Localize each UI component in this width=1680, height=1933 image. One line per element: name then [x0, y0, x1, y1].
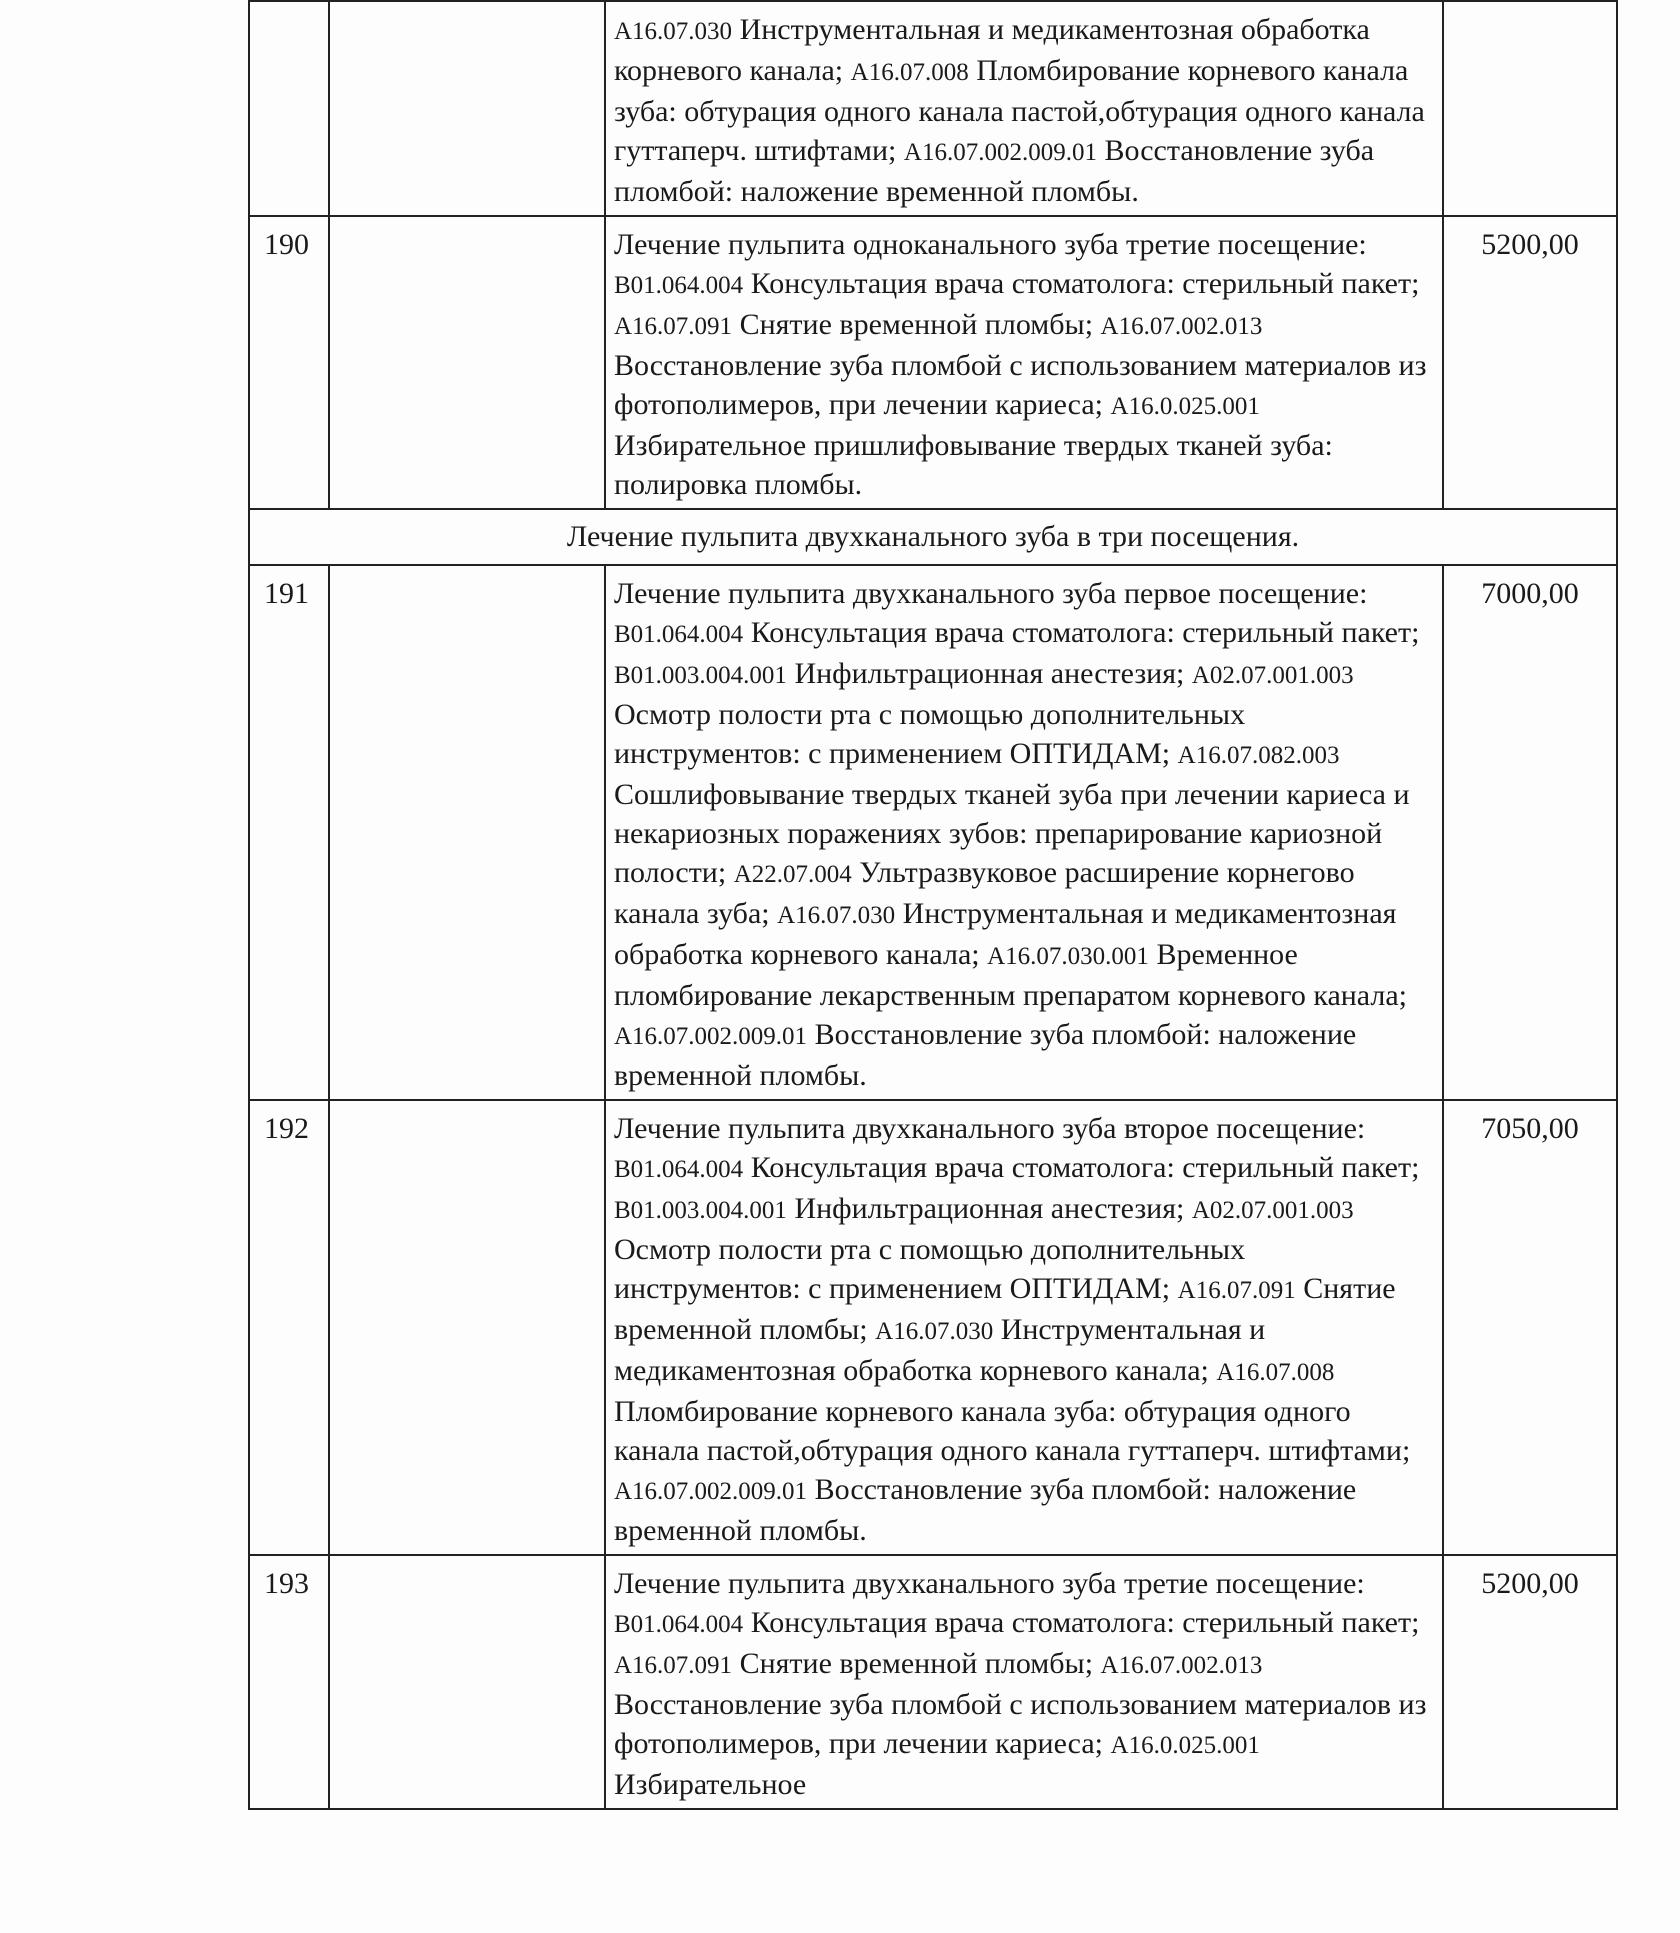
description-text: Снятие временной пломбы; [732, 308, 1101, 341]
description-text: Пломбирование корневого канала зуба: обтурация одного канала пастой,обтурация одного канала гуттаперч. штифтами; [614, 1395, 1411, 1467]
procedure-code: A16.07.091 [614, 313, 733, 340]
procedure-code: A16.0.025.001 [1110, 393, 1260, 420]
description-text: Консультация врача стоматолога: стерильный пакет; [743, 616, 1420, 649]
description-text: Восстановление зуба пломбой с использованием материалов из фотополимеров, при лечении кариеса; [614, 349, 1427, 421]
service-description [605, 1555, 1443, 1809]
description-text: Восстановление зуба пломбой с использованием материалов из фотополимеров, при лечении кариеса; [614, 1688, 1427, 1760]
description-text: Сошлифовывание твердых тканей зуба при лечении кариеса и некариозных поражениях зубов: препарирование кариозной полости; [614, 778, 1410, 889]
description-text: Осмотр полости рта с помощью дополнительных инструментов: с применением ОПТИДАМ; [614, 1233, 1246, 1305]
section-header-row [249, 509, 1617, 565]
description-text: Консультация врача стоматолога: стерильный пакет; [743, 1151, 1420, 1184]
description-text: Лечение пульпита двухканального зуба третие посещение: [614, 1567, 1365, 1600]
row-number: 193 [249, 1555, 329, 1809]
procedure-code: B01.003.004.001 [614, 1197, 787, 1224]
procedure-code: B01.064.004 [614, 621, 744, 648]
description-text: Консультация врача стоматолога: стерильный пакет; [743, 267, 1420, 300]
description-text: Избирательное пришлифовывание твердых тканей зуба: полировка пломбы. [614, 429, 1333, 501]
description-text: Лечение пульпита одноканального зуба третие посещение: [614, 228, 1367, 261]
procedure-code: B01.064.004 [614, 1156, 744, 1183]
procedure-code: A02.07.001.003 [1191, 1197, 1354, 1224]
procedure-code: A22.07.004 [733, 861, 852, 888]
description-text: Снятие временной пломбы; [614, 1272, 1396, 1346]
description-text: Лечение пульпита двухканального зуба первое посещение: [614, 577, 1368, 610]
row-number: 190 [249, 216, 329, 509]
procedure-code: B01.003.004.001 [614, 662, 787, 689]
description-text: Консультация врача стоматолога: стерильный пакет; [743, 1606, 1420, 1639]
service-code-cell [329, 565, 605, 1100]
service-description [605, 216, 1443, 509]
description-text: Осмотр полости рта с помощью дополнительных инструментов: с применением ОПТИДАМ; [614, 698, 1246, 770]
table-row [249, 1555, 1617, 1809]
service-description [605, 565, 1443, 1100]
description-text: Восстановление зуба пломбой: наложение временной пломбы. [614, 1473, 1357, 1547]
price-cell: 5200,00 [1443, 1555, 1617, 1809]
service-code-cell [329, 1555, 605, 1809]
description-text: Лечение пульпита двухканального зуба второе посещение: [614, 1112, 1366, 1145]
procedure-code: A16.07.002.013 [1100, 313, 1263, 340]
table-row [249, 1, 1617, 216]
procedure-code: B01.064.004 [614, 1611, 744, 1638]
description-text: Временное пломбирование лекарственным препаратом корневого канала; [614, 938, 1408, 1012]
procedure-code: A16.0.025.001 [1110, 1732, 1260, 1759]
row-number: 191 [249, 565, 329, 1100]
price-cell [1443, 1, 1617, 216]
procedure-code: A16.07.002.009.01 [614, 1478, 808, 1505]
price-cell: 7050,00 [1443, 1100, 1617, 1555]
description-text: Инструментальная и медикаментозная обработка корневого канала; [614, 897, 1397, 971]
procedure-code: A16.07.002.013 [1100, 1652, 1263, 1679]
service-code-cell [329, 1, 605, 216]
procedure-code: A16.07.091 [1177, 1277, 1296, 1304]
description-text: Инструментальная и медикаментозная обработка корневого канала; [614, 1313, 1266, 1387]
row-number: 192 [249, 1100, 329, 1555]
procedure-code: A16.07.002.009.01 [903, 139, 1097, 166]
table-row [249, 216, 1617, 509]
row-number [249, 1, 329, 216]
procedure-code: A16.07.030 [614, 18, 733, 45]
description-text: Избирательное [614, 1768, 807, 1801]
procedure-code: A16.07.030 [777, 902, 896, 929]
service-code-cell [329, 216, 605, 509]
procedure-code: A16.07.030 [875, 1318, 994, 1345]
procedure-code: A16.07.008 [850, 59, 969, 86]
table-row [249, 1100, 1617, 1555]
description-text: Инструментальная и медикаментозная обработка корневого канала; [614, 13, 1370, 87]
price-list-table [248, 0, 1618, 1810]
service-description [605, 1, 1443, 216]
description-text: Ультразвуковое расширение корнегово канала зуба; [614, 856, 1355, 930]
procedure-code: A02.07.001.003 [1191, 662, 1354, 689]
service-code-cell [329, 1100, 605, 1555]
table-row [249, 565, 1617, 1100]
description-text: Снятие временной пломбы; [732, 1647, 1101, 1680]
service-description [605, 1100, 1443, 1555]
price-list-body [249, 1, 1617, 1809]
price-cell: 5200,00 [1443, 216, 1617, 509]
description-text: Инфильтрационная анестезия; [786, 657, 1192, 690]
procedure-code: B01.064.004 [614, 272, 744, 299]
procedure-code: A16.07.008 [1216, 1359, 1335, 1386]
procedure-code: A16.07.002.009.01 [614, 1023, 808, 1050]
procedure-code: A16.07.091 [614, 1652, 733, 1679]
description-text: Восстановление зуба пломбой: наложение временной пломбы. [614, 134, 1375, 208]
price-cell: 7000,00 [1443, 565, 1617, 1100]
description-text: Восстановление зуба пломбой: наложение временной пломбы. [614, 1018, 1357, 1092]
procedure-code: A16.07.082.003 [1177, 742, 1340, 769]
description-text: Пломбирование корневого канала зуба: обтурация одного канала пастой,обтурация одного канала гуттаперч. штифтами; [614, 54, 1425, 167]
procedure-code: A16.07.030.001 [987, 943, 1149, 970]
section-title: Лечение пульпита двухканального зуба в три посещения. [249, 509, 1617, 565]
description-text: Инфильтрационная анестезия; [786, 1192, 1192, 1225]
